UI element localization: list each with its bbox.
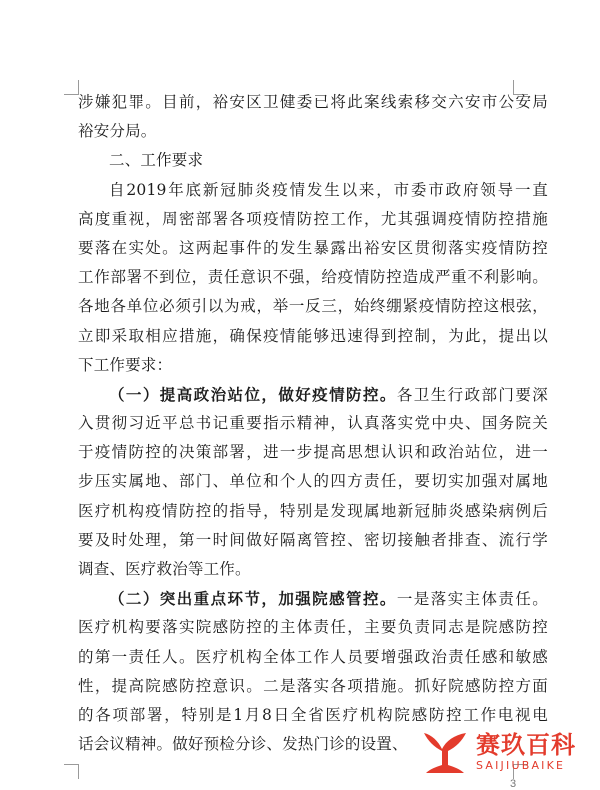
bold-subheading: （二）突出重点环节，加强院感管控。 (109, 589, 397, 609)
line-text: 自2019年底新冠肺炎疫情发生以来，市委市政府领导一直 (109, 180, 548, 199)
line-text: 性，提高院感防控意识。二是落实各项措施。抓好院感防控方面 (78, 676, 548, 695)
text-line (78, 351, 548, 380)
line-text: 步压实属地、部门、单位和个人的四方责任，要切实加强对属地 (78, 472, 548, 491)
text-line (78, 263, 548, 292)
line-text: 的第一责任人。医疗机构全体工作人员要增强政治责任感和敏感 (78, 647, 548, 666)
line-text: 涉嫌犯罪。目前，裕安区卫健委已将此案线索移交六安市公安局 (78, 93, 548, 111)
line-text: 调查、医疗救治等工作。 (78, 560, 251, 578)
text-line (78, 643, 548, 672)
text-line (78, 117, 548, 146)
text-line (78, 292, 548, 321)
line-text: 一是落实主体责任。 (396, 590, 548, 609)
line-text: 二、工作要求 (109, 151, 204, 170)
text-line (78, 467, 548, 496)
text-line (78, 555, 548, 584)
line-text: 要落在实处。这两起事件的发生暴露出裕安区贯彻落实疫情防控 (78, 238, 548, 257)
text-line (78, 205, 548, 234)
line-text: 裕安分局。 (78, 122, 157, 141)
line-text: 医疗机构要落实院感防控的主体责任，主要负责同志是院感防控 (78, 618, 548, 637)
line-text: 入贯彻习近平总书记重要指示精神，认真落实党中央、国务院关 (78, 414, 548, 433)
line-text: 的各项部署，特别是1月8日全省医疗机构院感防控工作电视电 (78, 705, 548, 724)
text-line (78, 672, 548, 701)
text-line (78, 613, 548, 642)
line-text: 话会议精神。做好预检分诊、发热门诊的设置、 (78, 735, 408, 754)
margin-corner-mark (64, 764, 79, 779)
whale-tail-logo-icon (418, 725, 472, 779)
margin-corner-mark (64, 80, 79, 95)
document-body (78, 88, 548, 759)
text-line (78, 409, 548, 438)
watermark-en: SAIJIUBAIKE (476, 759, 566, 772)
text-line (78, 584, 548, 613)
line-text: 于疫情防控的决策部署，进一步提高思想认识和政治站位，进一 (78, 443, 548, 462)
line-text: 各地各单位必须引以为戒，举一反三，始终绷紧疫情防控这根弦， (78, 297, 548, 316)
line-text: 下工作要求： (78, 355, 173, 374)
text-line (78, 322, 548, 351)
line-text: 医疗机构疫情防控的指导，特别是发现属地新冠肺炎感染病例后 (78, 501, 548, 520)
watermark-cn: 赛玖百科 (476, 731, 576, 759)
text-line (78, 438, 548, 467)
watermark (418, 716, 600, 788)
text-line (78, 497, 548, 526)
text-line (78, 88, 548, 117)
line-text: 工作部署不到位，责任意识不强，给疫情防控造成严重不利影响。 (78, 268, 548, 287)
line-text: 要及时处理，第一时间做好隔离管控、密切接触者排查、流行学 (78, 530, 548, 549)
line-text: 各卫生行政部门要深 (396, 385, 548, 404)
line-text: 立即采取相应措施，确保疫情能够迅速得到控制，为此，提出以 (78, 326, 548, 345)
page-number: 3 (510, 778, 517, 790)
section-heading (78, 146, 548, 175)
text-line (78, 526, 548, 555)
text-line (78, 234, 548, 263)
text-line (78, 380, 548, 409)
text-line (78, 176, 548, 205)
bold-subheading: （一）提高政治站位，做好疫情防控。 (109, 384, 397, 404)
line-text: 高度重视，周密部署各项疫情防控工作，尤其强调疫情防控措施 (78, 209, 548, 228)
